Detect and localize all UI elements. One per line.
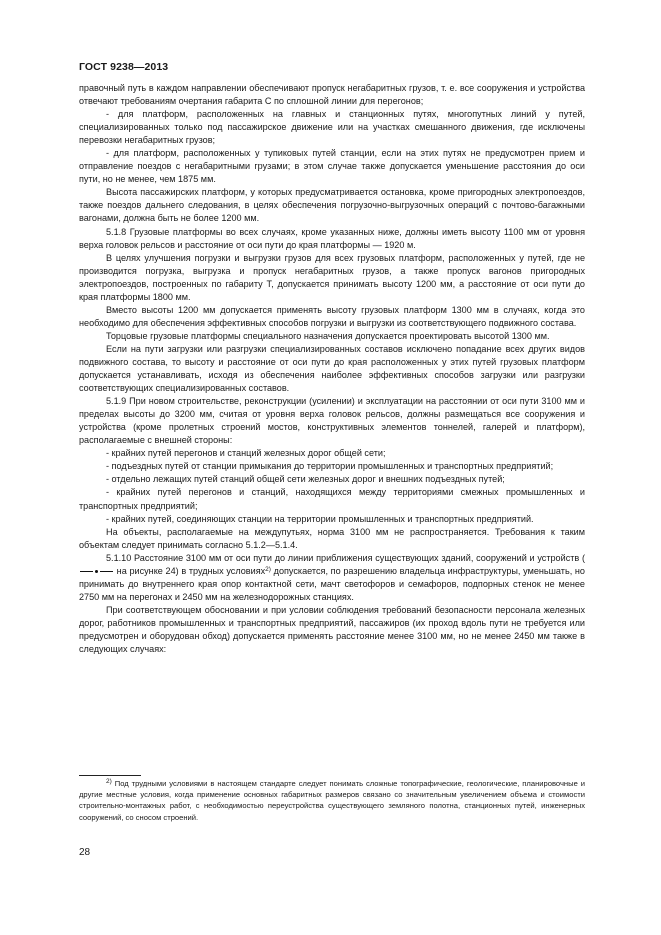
- list-item: - подъездных путей от станции примыкания до территории промышленных и транспортных предприятий;: [106, 461, 554, 472]
- paragraph: Если на пути загрузки или разгрузки специализированных составов исключено попадание всех других видов подвижного состава, то высоту и расстояние от оси пути до края расположенных у этих путей грузовых платформ допускается устанавливать, исходя из обеспечения наиболее эффективных способов загрузки или разгрузки соответствующих специализированных составов.: [79, 343, 585, 394]
- paragraph: 5.1.9 При новом строительстве, реконструкции (усилении) и эксплуатации на расстоянии от оси пути 3100 мм и пределах высоты до 3200 мм, считая от уровня верха головок рельсов, должны размещаться все сооружения и устройства (кроме пролетных строений мостов, конструктивных элементов тоннелей, галерей и платформ), располагаемые с внешней стороны:: [79, 396, 585, 446]
- paragraph: Высота пассажирских платформ, у которых предусматривается остановка, кроме пригородных электропоездов, также поездов дальнего следования, в целях обеспечения погрузочно-выгрузочных операций с почтово-багажными вагонами, должна быть не более 1200 мм.: [79, 187, 585, 224]
- paragraph: Вместо высоты 1200 мм допускается применять высоту грузовых платформ 1300 мм в случаях, когда это необходимо для обеспечения эффективных способов погрузки и выгрузки из соответствующего подвижного состава.: [79, 304, 585, 328]
- paragraph: На объекты, располагаемые на междупутьях, норма 3100 мм не распространяется. Требования к таким объектам следует принимать согласно 5.1.2—5.1.4.: [79, 526, 585, 550]
- page-header: ГОСТ 9238—2013: [79, 61, 169, 73]
- paragraph: 5.1.8 Грузовые платформы во всех случаях, кроме указанных ниже, должны иметь высоту 1100 мм от уровня верха головок рельсов и расстояние от оси пути до края платформы — 1920 м.: [79, 226, 585, 250]
- body-text: [79, 82, 585, 656]
- paragraph: В целях улучшения погрузки и выгрузки грузов для всех грузовых платформ, расположенных у путей, где не производится погрузка, выгрузка и пропуск негабаритных грузов, а также пропуск вагонов пригородных электропоездов, построенных по габариту Т, допускается принимать высоту 1200 мм, а расстояние от оси пути до края платформы 1800 мм.: [79, 252, 585, 302]
- footnote-reference[interactable]: 2): [265, 565, 271, 573]
- list-item: - крайних путей перегонов и станций железных дорог общей сети;: [106, 448, 386, 459]
- list-item: - крайних путей, соединяющих станции на территории промышленных и транспортных предприятий.: [106, 513, 534, 524]
- paragraph: правочный путь в каждом направлении обеспечивают пропуск негабаритных грузов, т. е. все сооружения и устройства отвечают требованиям очертания габарита С по сплошной линии для перегонов;: [79, 83, 585, 107]
- list-item: - для платформ, расположенных на главных и станционных путях, многопутных линий у путей, специализированных только под пассажирское движение или на участках смешанного движения, где исключены перевозки негабаритных грузов;: [79, 109, 585, 146]
- list-item: - отдельно лежащих путей станций общей сети железных дорог и внешних подъездных путей;: [106, 474, 505, 485]
- dash-dot-line-icon: [79, 566, 114, 575]
- paragraph: Торцовые грузовые платформы специального назначения допускается проектировать высотой 1300 мм.: [106, 330, 550, 341]
- text-span: 5.1.10 Расстояние 3100 мм от оси пути до линии приближения существующих зданий, сооружений и устройств (: [106, 552, 585, 563]
- paragraph: При соответствующем обосновании и при условии соблюдения требований безопасности персонала железных дорог, работников промышленных и транспортных предприятий, пассажиров (их проход вдоль пути не требуется или предусмотрен и оборудован обход) допускается применять расстояние менее 3100 мм, но не менее 2450 мм также в следующих случаях:: [79, 604, 585, 655]
- text-span: на рисунке 24) в трудных условиях: [114, 565, 266, 576]
- list-item: - для платформ, расположенных у тупиковых путей станции, если на этих путях не предусмотрен прием и отправление поездов с негабаритными грузами; в этом случае также допускается уменьшение расстояния до оси пути, но не менее, чем 1875 мм.: [79, 148, 585, 185]
- paragraph-5-1-10: [79, 552, 585, 604]
- footnote-divider: [79, 775, 141, 776]
- footnote: [79, 778, 585, 823]
- page-number: 28: [79, 847, 91, 858]
- list-item: - крайних путей перегонов и станций, находящихся между территориями смежных промышленных и транспортных предприятий;: [79, 487, 585, 511]
- footnote-text: Под трудными условиями в настоящем стандарте следует понимать сложные топографические, геологические, планировочные и другие местные условия, когда применение основных габаритных размеров связано со значительным увеличением объема и стоимости строительно-монтажных работ, с необходимостью переустройства существующего земляного полотна, станционных путей, инженерных сооружений, со сносом строений.: [79, 779, 585, 822]
- text-span: допускается, по разрешению владельца инфраструктуры, уменьшать, но принимать до внутреннего края опор контактной сети, мачт светофоров и семафоров, подпорных стенок не менее 2750 мм на перегонах и 2450 мм на железнодорожных станциях.: [79, 565, 585, 602]
- footnote-marker: 2): [106, 778, 112, 785]
